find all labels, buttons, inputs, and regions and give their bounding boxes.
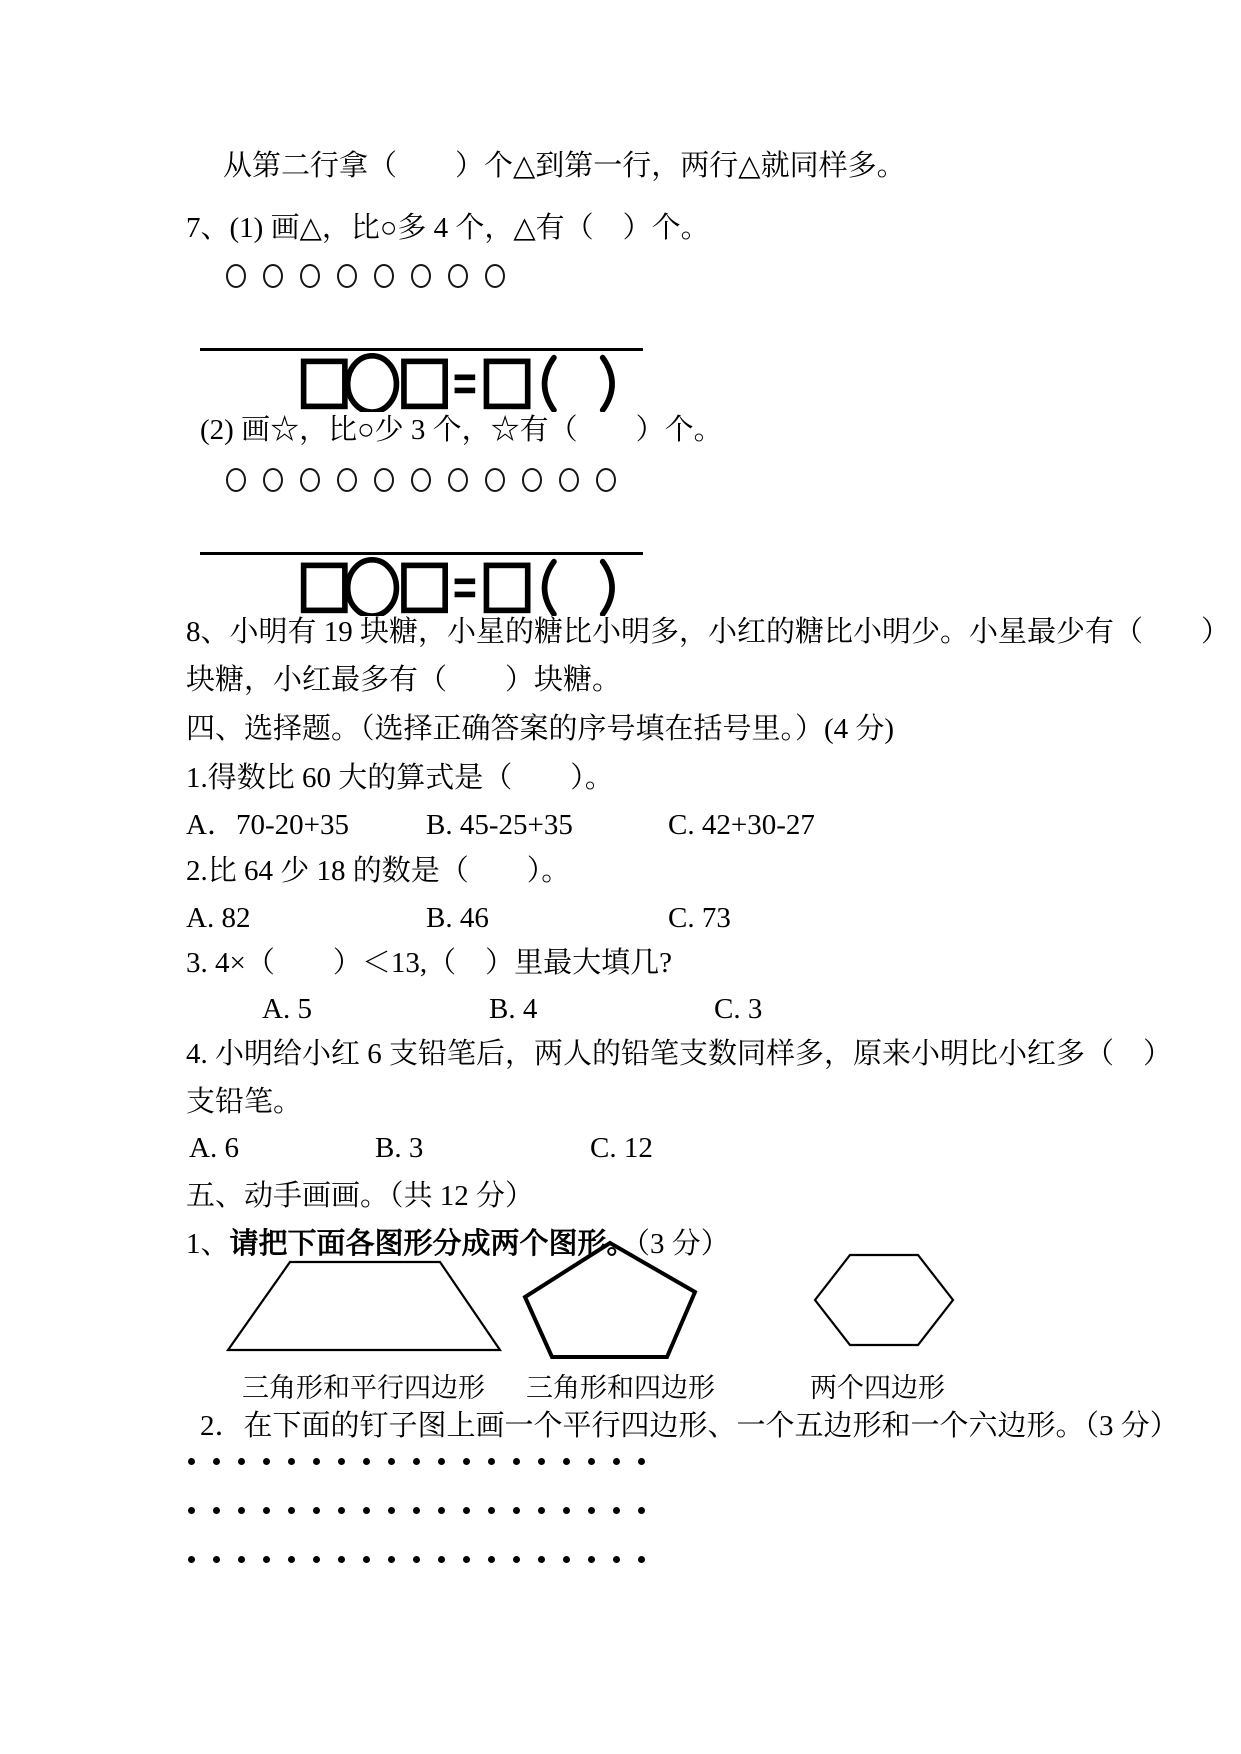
s5q1-number: 1、 bbox=[186, 1228, 230, 1260]
shapes-figure bbox=[195, 1240, 1005, 1366]
nail-dot bbox=[488, 1458, 495, 1465]
nail-dot bbox=[313, 1458, 320, 1465]
nail-dot bbox=[213, 1458, 220, 1465]
choice-question-3: 3. 4×（ ）＜13,（ ）里最大填几? bbox=[186, 947, 672, 979]
choice-q4-option-b: B. 3 bbox=[375, 1132, 424, 1164]
circle bbox=[337, 468, 357, 492]
nail-dot bbox=[563, 1556, 570, 1563]
circle bbox=[263, 264, 283, 288]
nail-dot bbox=[613, 1507, 620, 1514]
s5q1-instruction: 请把下面各图形分成两个图形。 bbox=[229, 1228, 636, 1260]
nail-dot bbox=[288, 1556, 295, 1563]
choice-question-2: 2.比 64 少 18 的数是（ ）。 bbox=[186, 855, 571, 887]
nail-dot bbox=[513, 1458, 520, 1465]
hexagon-shape bbox=[815, 1255, 953, 1345]
nail-dot bbox=[413, 1507, 420, 1514]
choice-question-4: 4. 小明给小红 6 支铅笔后，两人的铅笔支数同样多，原来小明比小红多（ ） bbox=[186, 1038, 1173, 1070]
nail-dot bbox=[563, 1458, 570, 1465]
shape-caption-1: 三角形和平行四边形 bbox=[242, 1373, 485, 1403]
nail-dot bbox=[238, 1556, 245, 1563]
nail-dot bbox=[338, 1458, 345, 1465]
square-circle-square-equation-icon bbox=[298, 352, 628, 412]
circle bbox=[448, 264, 468, 288]
question6-tail-line: 从第二行拿（ ）个△到第一行，两行△就同样多。 bbox=[223, 150, 906, 182]
question8-line2: 块糖，小红最多有（ ）块糖。 bbox=[186, 664, 622, 696]
nail-dot bbox=[188, 1507, 195, 1514]
nail-row bbox=[188, 1507, 645, 1514]
nail-dot bbox=[388, 1507, 395, 1514]
nail-dot bbox=[263, 1507, 270, 1514]
question8-line1: 8、小明有 19 块糖，小星的糖比小明多，小红的糖比小明少。小星最少有（ ） bbox=[186, 616, 1231, 648]
choice-q4-option-a: A. 6 bbox=[189, 1132, 239, 1164]
circle bbox=[596, 468, 616, 492]
choice-q2-option-b: B. 46 bbox=[426, 902, 489, 934]
nail-dot bbox=[463, 1556, 470, 1563]
nail-dot bbox=[238, 1507, 245, 1514]
circle bbox=[411, 468, 431, 492]
nail-dot bbox=[363, 1507, 370, 1514]
nail-dot bbox=[338, 1507, 345, 1514]
nail-dot bbox=[288, 1458, 295, 1465]
circle-row-1 bbox=[226, 264, 505, 288]
circle bbox=[263, 468, 283, 492]
question7-part1: 7、(1) 画△，比○多 4 个，△有（ ）个。 bbox=[186, 212, 710, 244]
nail-dot bbox=[413, 1556, 420, 1563]
pentagon-shape bbox=[525, 1243, 695, 1357]
nail-dot bbox=[588, 1556, 595, 1563]
choice-q3-option-c: C. 3 bbox=[714, 993, 763, 1025]
circle bbox=[226, 264, 246, 288]
section5-title: 五、动手画画。（共 12 分） bbox=[186, 1180, 535, 1212]
circle bbox=[522, 468, 542, 492]
choice-q1-option-b: B. 45-25+35 bbox=[426, 809, 573, 841]
nail-dot bbox=[588, 1507, 595, 1514]
nail-dot bbox=[413, 1458, 420, 1465]
s5q1-points: （3 分） bbox=[635, 1228, 730, 1260]
choice-q4-option-c: C. 12 bbox=[590, 1132, 653, 1164]
nail-dot bbox=[488, 1556, 495, 1563]
nail-dot bbox=[438, 1507, 445, 1514]
circle bbox=[559, 468, 579, 492]
circle bbox=[300, 264, 320, 288]
nail-dot bbox=[438, 1556, 445, 1563]
answer-line-2 bbox=[200, 552, 643, 555]
nail-dot bbox=[188, 1556, 195, 1563]
nail-dot bbox=[263, 1458, 270, 1465]
circle bbox=[337, 264, 357, 288]
circle bbox=[485, 468, 505, 492]
circle bbox=[374, 468, 394, 492]
section4-title: 四、选择题。（选择正确答案的序号填在括号里。）(4 分) bbox=[186, 713, 895, 745]
nail-dot bbox=[613, 1556, 620, 1563]
circle bbox=[226, 468, 246, 492]
nail-dot bbox=[463, 1458, 470, 1465]
nail-dot bbox=[538, 1556, 545, 1563]
nail-dot bbox=[513, 1507, 520, 1514]
nail-dot bbox=[388, 1556, 395, 1563]
equation-graphic-2 bbox=[298, 556, 628, 616]
square-circle-square-equation-icon bbox=[298, 556, 628, 616]
nail-dot bbox=[563, 1507, 570, 1514]
choice-question-1: 1.得数比 60 大的算式是（ ）。 bbox=[186, 762, 614, 794]
nail-dot bbox=[213, 1507, 220, 1514]
nail-dot bbox=[313, 1507, 320, 1514]
nail-dot bbox=[538, 1458, 545, 1465]
nail-dot bbox=[488, 1507, 495, 1514]
section5-question2: 2．在下面的钉子图上画一个平行四边形、一个五边形和一个六边形。（3 分） bbox=[200, 1410, 1179, 1442]
shape-caption-2: 三角形和四边形 bbox=[526, 1373, 715, 1403]
nail-row bbox=[188, 1458, 645, 1465]
nail-dot bbox=[338, 1556, 345, 1563]
nail-row bbox=[188, 1556, 645, 1563]
nail-dot bbox=[363, 1458, 370, 1465]
nail-dot bbox=[513, 1556, 520, 1563]
choice-q1-option-c: C. 42+30-27 bbox=[668, 809, 815, 841]
nail-dot bbox=[213, 1556, 220, 1563]
circle-row-2 bbox=[226, 468, 616, 492]
circle bbox=[374, 264, 394, 288]
nail-dot bbox=[463, 1507, 470, 1514]
choice-q1-option-a: A．70-20+35 bbox=[186, 809, 349, 841]
nail-dot bbox=[363, 1556, 370, 1563]
shape-caption-3: 两个四边形 bbox=[810, 1373, 945, 1403]
nail-dot bbox=[638, 1556, 645, 1563]
choice-question-4-line2: 支铅笔。 bbox=[186, 1086, 303, 1118]
nail-dot bbox=[288, 1507, 295, 1514]
choice-q2-option-c: C. 73 bbox=[668, 902, 731, 934]
nail-dot bbox=[313, 1556, 320, 1563]
nail-dot bbox=[588, 1458, 595, 1465]
choice-q3-option-b: B. 4 bbox=[489, 993, 538, 1025]
circle bbox=[300, 468, 320, 492]
nail-dot bbox=[238, 1458, 245, 1465]
choice-q3-option-a: A. 5 bbox=[262, 993, 312, 1025]
nail-dot bbox=[613, 1458, 620, 1465]
nail-dot bbox=[638, 1458, 645, 1465]
circle bbox=[448, 468, 468, 492]
question7-part2: (2) 画☆，比○少 3 个，☆有（ ）个。 bbox=[200, 414, 723, 446]
answer-line-1 bbox=[200, 348, 643, 351]
nail-dot-grid bbox=[188, 1458, 645, 1563]
trapezoid-shape bbox=[228, 1262, 500, 1350]
nail-dot bbox=[388, 1458, 395, 1465]
nail-dot bbox=[638, 1507, 645, 1514]
equation-graphic-1 bbox=[298, 352, 628, 412]
nail-dot bbox=[263, 1556, 270, 1563]
circle bbox=[411, 264, 431, 288]
nail-dot bbox=[188, 1458, 195, 1465]
nail-dot bbox=[538, 1507, 545, 1514]
circle bbox=[485, 264, 505, 288]
choice-q2-option-a: A. 82 bbox=[186, 902, 251, 934]
nail-dot bbox=[438, 1458, 445, 1465]
